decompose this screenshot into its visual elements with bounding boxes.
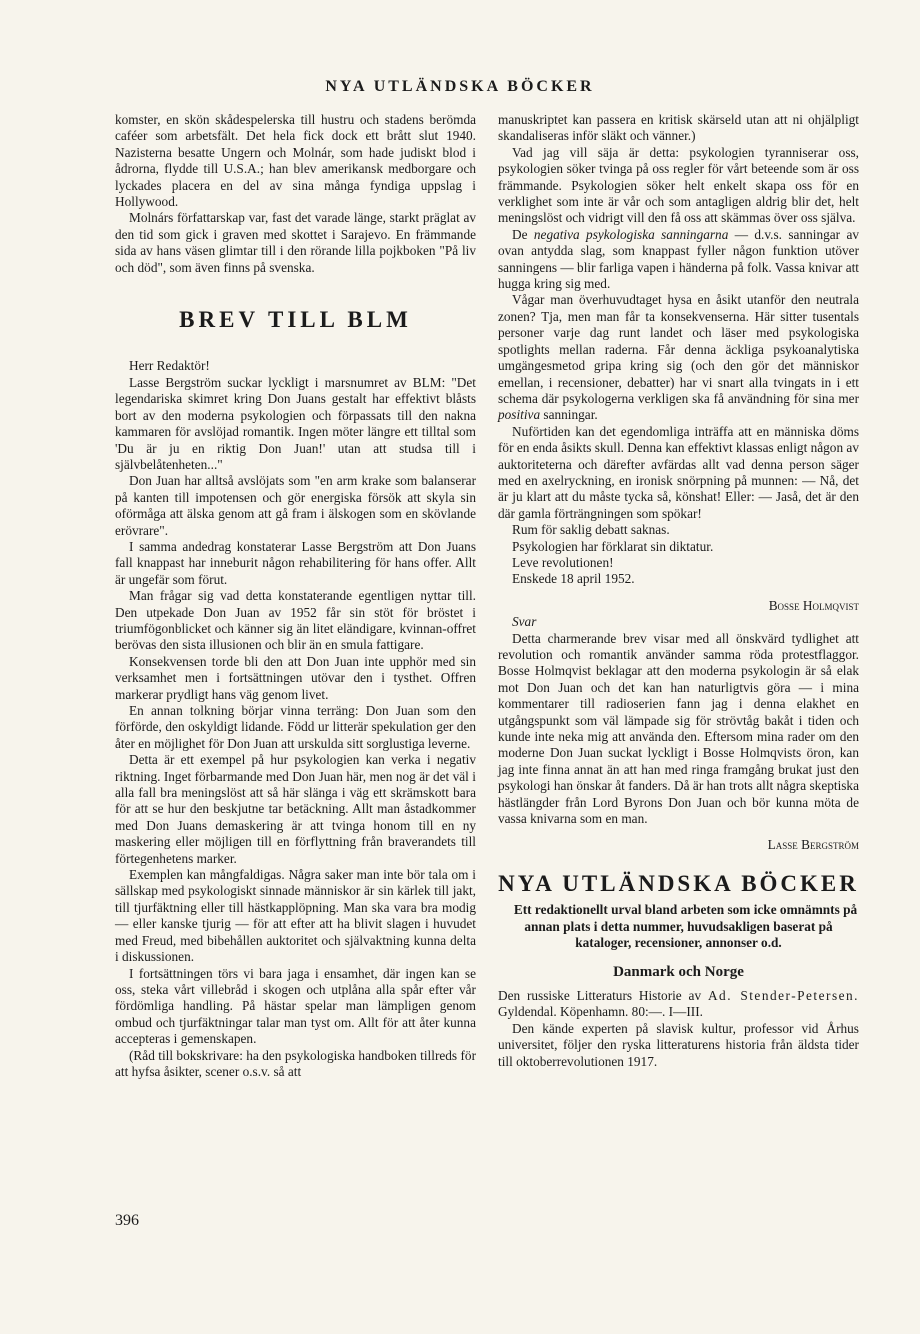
letter-paragraph: Detta är ett exempel på hur psykologien kan verka i negativ riktning. Inget förbarmande med Don Juan här, men nog är det väl i alla fall bra meningslöst att så här slänga i väg ett skrämskott bara för att se hur den beskjutne tar betäckning. Allt man åstadkommer med Don Juans demaskering är att tvinga honom till en ny maskering eller möjligen till en förflyttning från braverandets till förtegenhetens marker. [115, 752, 476, 866]
letter-heading: BREV TILL BLM [179, 307, 412, 333]
letter-place-date: Enskede 18 april 1952. [512, 571, 635, 587]
reply-signature: Lasse Bergström [767, 837, 859, 853]
books-intro: Ett redaktionellt urval bland arbeten som icke omnämnts på annan plats i detta nummer, huvudsakligen baserat på kataloger, recensioner, annonser o.d. [513, 902, 858, 951]
emphasis-positive: positiva [498, 407, 541, 423]
left-column [115, 112, 476, 1080]
letter-paragraph: I samma andedrag konstaterar Lasse Bergström att Don Juans fall knappast har inneburit någon rehabilitering för hans offer. Allt är ungefär som förut. [115, 538, 476, 587]
letter-paragraph: En annan tolkning börjar vinna terräng: Don Juan som den förförde, den oskyldigt lidande. Född ur litterär spekulation ger den åter en möjlighet för Don Juan att urskulda sitt sorglustiga leverne. [115, 703, 476, 751]
running-head: NYA UTLÄNDSKA BÖCKER [325, 78, 595, 95]
molnar-paragraph-1: komster, en skön skådespelerska till hustru och stadens berömda caféer som arbetsfält. Det hela fick dock ett brått slut 1940. Nazisterna besatte Ungern och Molnár, som hade judiskt blod i ådrorna, flydde till U.S.A.; han blev amerikansk medborgare och lyckades placera en del av sina många fyndiga uppslag i Hollywood. [115, 112, 476, 210]
letter-paragraph-negative: De negativa psykologiska sanningarna — d.v.s. sanningar av ovan antydda slag, som knappast fyller någon funktion utöver sanningens — blir farliga vapen i händerna på folk. Vassa knivar att hugga kring sig med. [498, 226, 859, 292]
molnar-paragraph-2: Molnárs författarskap var, fast det varade länge, starkt präglat av den tid som gick i graven med skottet i Sarajevo. En främmande sida av hans väsen glimtar till i den rörande lilla pojkboken "På liv och död", som även finns på svenska. [115, 210, 476, 275]
reply-label: Svar [512, 614, 537, 630]
letter-paragraph: Leve revolutionen! [512, 554, 614, 570]
letter-continuation: manuskriptet kan passera en kritisk skärseld utan att ni ohjälpligt skandaliseras inför släkt och vänner.) [498, 112, 859, 144]
letter-salutation: Herr Redaktör! [129, 358, 210, 374]
letter-signature: Bosse Holmqvist [768, 597, 859, 613]
letter-paragraph: Exemplen kan mångfaldigas. Några saker man inte bör tala om i sällskap med psykologiskt sinnade människor är sin kärlek till jakt, till tjurfäktning eller till hästkapplöpning. Man ska vara bra modig — eller kanske tjurig — för att efter att ha blivit slagen i huvudet med Freud, med bibehållen auktoritet och självaktning kunna delta i diskussionen. [115, 867, 476, 965]
book-entry: Den russiske Litteraturs Historie av Ad. Stender-Petersen. Gyldendal. Köpenhamn. 80:—. I—III. [498, 987, 859, 1020]
books-heading: NYA UTLÄNDSKA BÖCKER [498, 870, 859, 896]
letter-paragraph: Lasse Bergström suckar lyckligt i marsnumret av BLM: "Det legendariska skimret kring Don Juans gestalt har effektivt blåsts bort av den moderna psykologien och förpassats till den nakna kammaren för avslöjad romantik. Ingen möter längre ett tilltal som 'Du är ju en riktig Don Juan!' utan att studsa till i självbelåtenheten..." [115, 374, 476, 472]
letter-paragraph: (Råd till bokskrivare: ha den psykologiska handboken tillreds för att hyfsa åsikter, scener o.s.v. så att [115, 1047, 476, 1079]
emphasis-negative: negativa psykologiska sanningarna [533, 226, 729, 242]
book-description: Den kände experten på slavisk kultur, professor vid Århus universitet, följer den ryska litteraturens historia från äldsta tider till oktoberrevolutionen 1917. [498, 1020, 859, 1069]
letter-paragraph: I fortsättningen törs vi bara jaga i ensamhet, där ingen kan se oss, steka vårt villebråd i skogen och utplåna alla spår efter vår fördömliga handling. På hästar spelar man lämpligen genom ombud och tjurfäktningar talar man tyst om. Allt för att åter kunna accepteras i gemenskapen. [115, 965, 476, 1047]
letter-paragraph: Konsekvensen torde bli den att Don Juan inte upphör med sin verksamhet men i fortsättningen utövar den i tysthet. Offren markerar prydligt hans väg genom livet. [115, 653, 476, 702]
letter-paragraph: Rum för saklig debatt saknas. [512, 522, 670, 538]
letter-paragraph: Nuförtiden kan det egendomliga inträffa att en människa döms för en enda åsikts skull. Denna kan effektivt klassas enligt någon av auktoriteterna och därefter avfärdas allt vad denna person säger med en axelryckning, en ironisk snörpning på munnen: — Nå, det är ju klart att du måste tycka så, könshat! Eller: — Jaså, det är den där gamla förträngningen som spökar! [498, 423, 859, 521]
reply-paragraph: Detta charmerande brev visar med all önskvärd tydlighet att revolution och romantik använder samma röda protestflaggor. Bosse Holmqvist beklagar att den moderna psykologin är så elak mot Don Juan och det kan han naturligtvis göra — i mina kommentarer till radioserien fann jag i denna elakhet en utgångspunkt som väl lämpade sig för strövtåg bakåt i tiden och kunde inte neka mig att använda den. Eftersom mina rader om den moderne Don Juan suckat lyckligt i Bosse Holmqvists öron, kan jag inte finna annat än att han med ringa framgång brukat just den psykologi han önskar åt fanders. Då är han trots allt några skeptiska hästlängder från Lord Byrons Don Juan och bör kunna möta de vassa knivarna som en man. [498, 630, 859, 827]
letter-paragraph: Psykologien har förklarat sin diktatur. [512, 538, 714, 554]
book-author: Ad. Stender-Petersen. [707, 987, 859, 1003]
letter-paragraph: Man frågar sig vad detta konstaterande egentligen nyttar till. Den utpekade Don Juan av 1952 får sin stöt för bröstet i triumfögonblicket och känner sig än litet eländigare, kvinnan-offret berövas den sista illusionen och blir än en smula fattigare. [115, 588, 476, 653]
right-column [498, 112, 859, 1070]
letter-paragraph-positive: Vågar man överhuvudtaget hysa en åsikt utanför den neutrala zonen? Tja, men man får ta konsekvenserna. Här sitter tusentals personer varje dag runt landet och läser med psykologiska spotlights mellan raderna. Får denna äckliga psykoanalytiska umgängesmetod gripa kring sig (och den gör det människor emellan, i recensioner, debatter) har vi snart alla tvingats in i ett schema där psykologerna verkligen ska få användning för sina mer positiva sanningar. [498, 292, 859, 423]
letter-paragraph: Don Juan har alltså avslöjats som "en arm krake som balanserar på kanten till impotensen och gör energiska försök att skyla sin oförmåga att älska genom att gå fram i älskogen som en skövlande erövrare". [115, 473, 476, 538]
page-number: 396 [115, 1212, 139, 1229]
country-heading: Danmark och Norge [613, 963, 744, 980]
letter-paragraph: Vad jag vill säja är detta: psykologien tyranniserar oss, psykologien söker tvinga på oss regler för vårt beteende som är oss främmande. Psykologien söker helt enkelt skapa oss för en verklighet som inte är vår och som antagligen aldrig blir det, helt meningslöst och vidrigt vill den få oss att skämmas över oss själva. [498, 144, 859, 226]
